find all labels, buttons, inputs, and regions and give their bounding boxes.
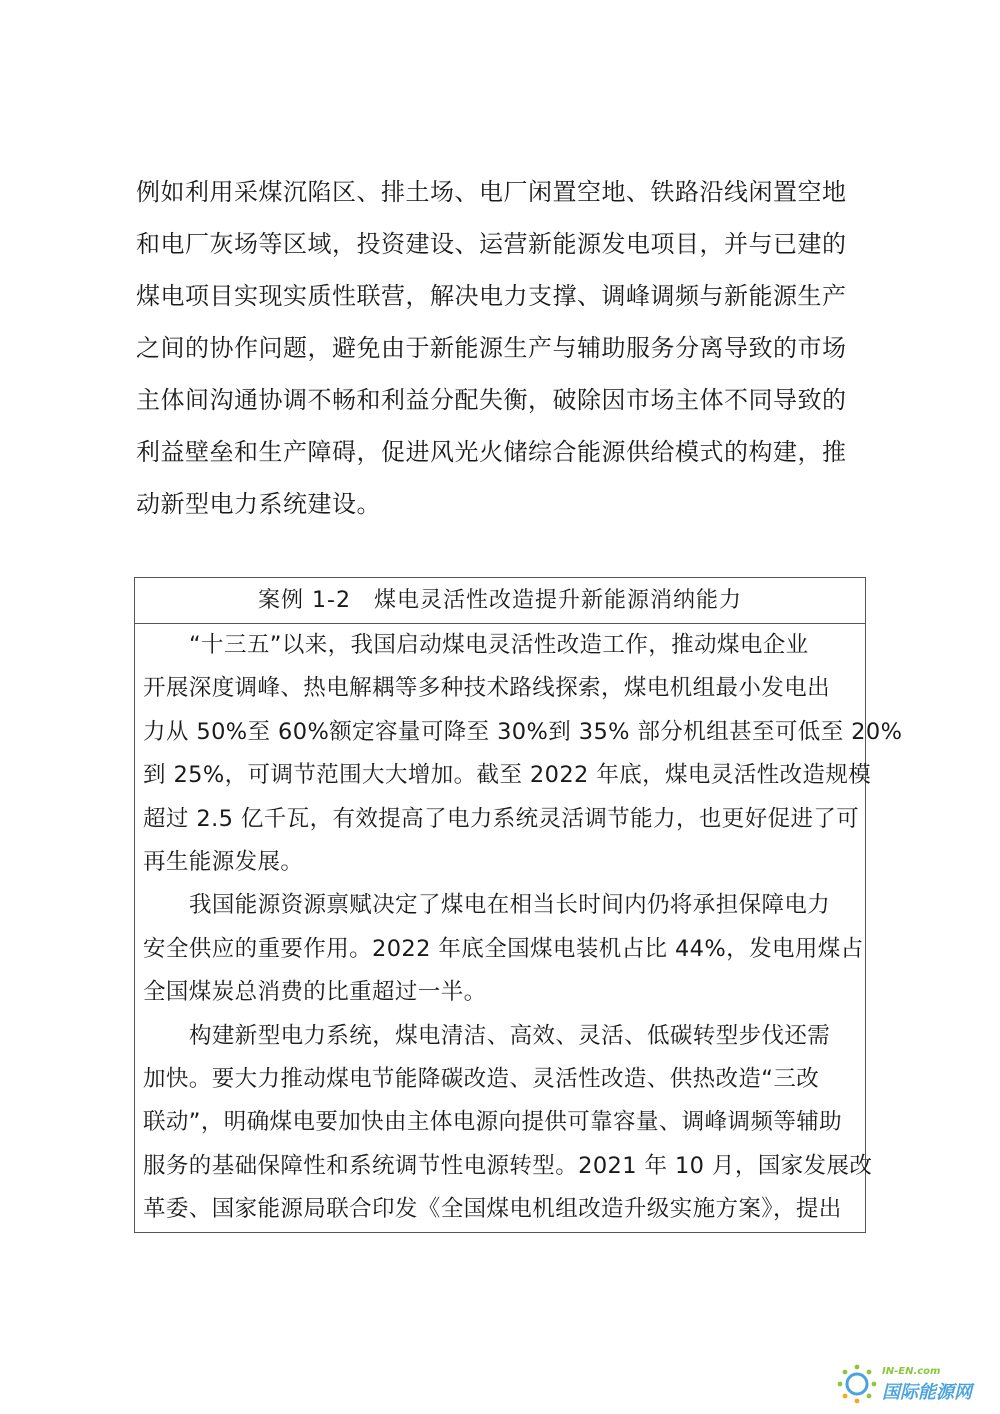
- site-watermark: [836, 1362, 986, 1406]
- sun-logo-icon: [836, 1363, 878, 1405]
- case-study-box: [134, 577, 903, 1233]
- case-line: 全国煤炭总消费的比重超过一半。: [143, 979, 487, 1006]
- paragraph-line: 动新型电力系统建设。: [136, 490, 381, 518]
- paragraph-line: 例如利用采煤沉陷区、排土场、电厂闲置空地、铁路沿线闲置空地: [136, 178, 847, 206]
- case-line: 安全供应的重要作用。2022 年底全国煤电装机占比 44%，发电用煤占: [143, 935, 864, 962]
- case-line: 服务的基础保障性和系统调节性电源转型。2021 年 10 月，国家发展改: [143, 1152, 873, 1179]
- case-line: 构建新型电力系统，煤电清洁、高效、灵活、低碳转型步伐还需: [189, 1022, 831, 1049]
- watermark-en: IN-EN.com: [882, 1366, 941, 1377]
- body-paragraph: [136, 166, 866, 530]
- watermark-cn: 国际能源网: [882, 1382, 972, 1403]
- case-line: 力从 50%至 60%额定容量可降至 30%到 35% 部分机组甚至可低至 20%: [143, 718, 903, 745]
- paragraph-line: 煤电项目实现实质性联营，解决电力支撑、调峰调频与新能源生产: [136, 282, 847, 310]
- case-line: 到 25%，可调节范围大大增加。截至 2022 年底，煤电灵活性改造规模: [143, 762, 872, 789]
- paragraph-line: 主体间沟通协调不畅和利益分配失衡，破除因市场主体不同导致的: [136, 386, 847, 414]
- case-study-title: 案例 1-2 煤电灵活性改造提升新能源消纳能力: [135, 578, 865, 624]
- paragraph-line: 之间的协作问题，避免由于新能源生产与辅助服务分离导致的市场: [136, 334, 847, 362]
- case-line: 超过 2.5 亿千瓦，有效提高了电力系统灵活调节能力，也更好促进了可: [143, 805, 860, 832]
- case-line: 革委、国家能源局联合印发《全国煤电机组改造升级实施方案》，提出: [143, 1196, 842, 1223]
- case-study-body: [135, 624, 903, 1231]
- case-line: 再生能源发展。: [143, 848, 304, 875]
- case-line: “十三五”以来，我国启动煤电灵活性改造工作，推动煤电企业: [189, 632, 809, 658]
- case-line: 开展深度调峰、热电解耦等多种技术路线探索，煤电机组最小发电出: [143, 675, 831, 702]
- case-line: 联动”，明确煤电要加快由主体电源向提供可靠容量、调峰调频等辅助: [143, 1109, 843, 1136]
- case-line: 加快。要大力推动煤电节能降碳改造、灵活性改造、供热改造“三改: [143, 1065, 820, 1092]
- paragraph-line: 利益壁垒和生产障碍，促进风光火储综合能源供给模式的构建，推: [136, 438, 847, 466]
- paragraph-line: 和电厂灰场等区域，投资建设、运营新能源发电项目，并与已建的: [136, 230, 847, 258]
- case-line: 我国能源资源禀赋决定了煤电在相当长时间内仍将承担保障电力: [189, 892, 831, 919]
